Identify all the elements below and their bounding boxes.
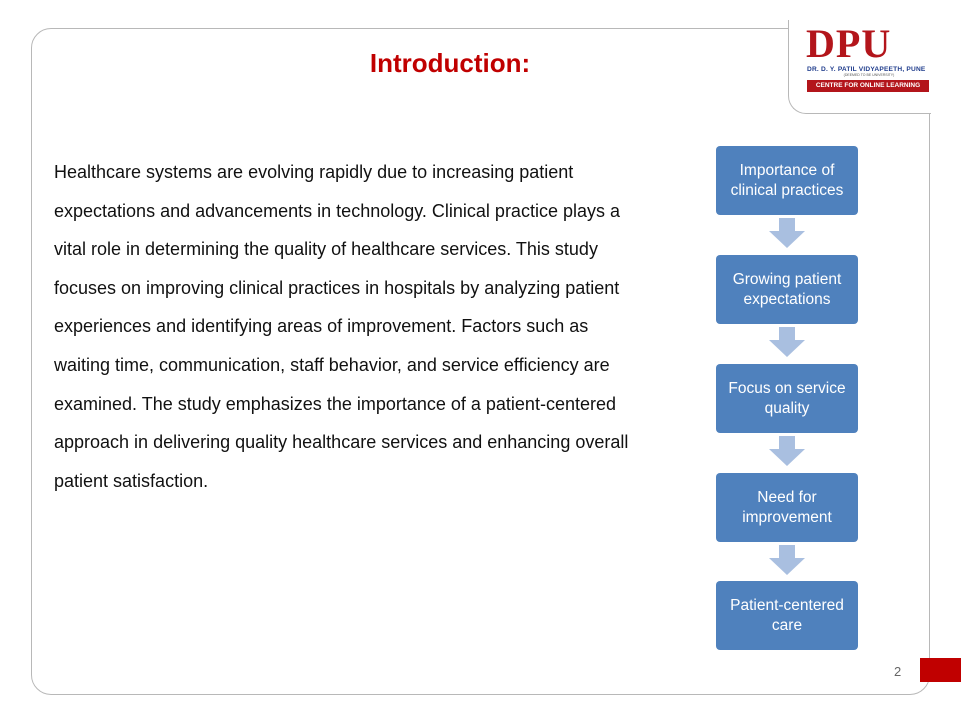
down-arrow-icon <box>769 436 805 466</box>
down-arrow-icon <box>769 545 805 575</box>
flow-step-1: Importance of clinical practices <box>716 146 858 215</box>
dpu-logo: DPU <box>806 21 892 66</box>
page-number: 2 <box>894 664 902 679</box>
down-arrow-icon <box>769 218 805 248</box>
down-arrow-icon <box>769 327 805 357</box>
logo-institution-subtitle: (DEEMED TO BE UNIVERSITY) <box>843 73 895 77</box>
corner-accent-block <box>920 658 961 682</box>
slide-title: Introduction: <box>369 48 531 78</box>
flow-step-2: Growing patient expectations <box>716 255 858 324</box>
introduction-paragraph: Healthcare systems are evolving rapidly due to increasing patient expectations and advancements in technology. Clinical practice plays a vital role in determining the quality of healthcare services. This study focuses on improving clinical practices in hospitals by analyzing patient experiences and identifying areas of improvement. Factors such as waiting time, communication, staff behavior, and service efficiency are examined. The study emphasizes the importance of a patient-centered approach in delivering quality healthcare services and enhancing overall patient satisfaction. <box>54 162 629 491</box>
flow-step-4: Need for improvement <box>716 473 858 542</box>
logo-institution-name: DR. D. Y. PATIL VIDYAPEETH, PUNE <box>807 66 926 73</box>
logo-centre-band: CENTRE FOR ONLINE LEARNING <box>807 80 929 92</box>
flow-step-5: Patient-centered care <box>716 581 858 650</box>
flow-step-3: Focus on service quality <box>716 364 858 433</box>
